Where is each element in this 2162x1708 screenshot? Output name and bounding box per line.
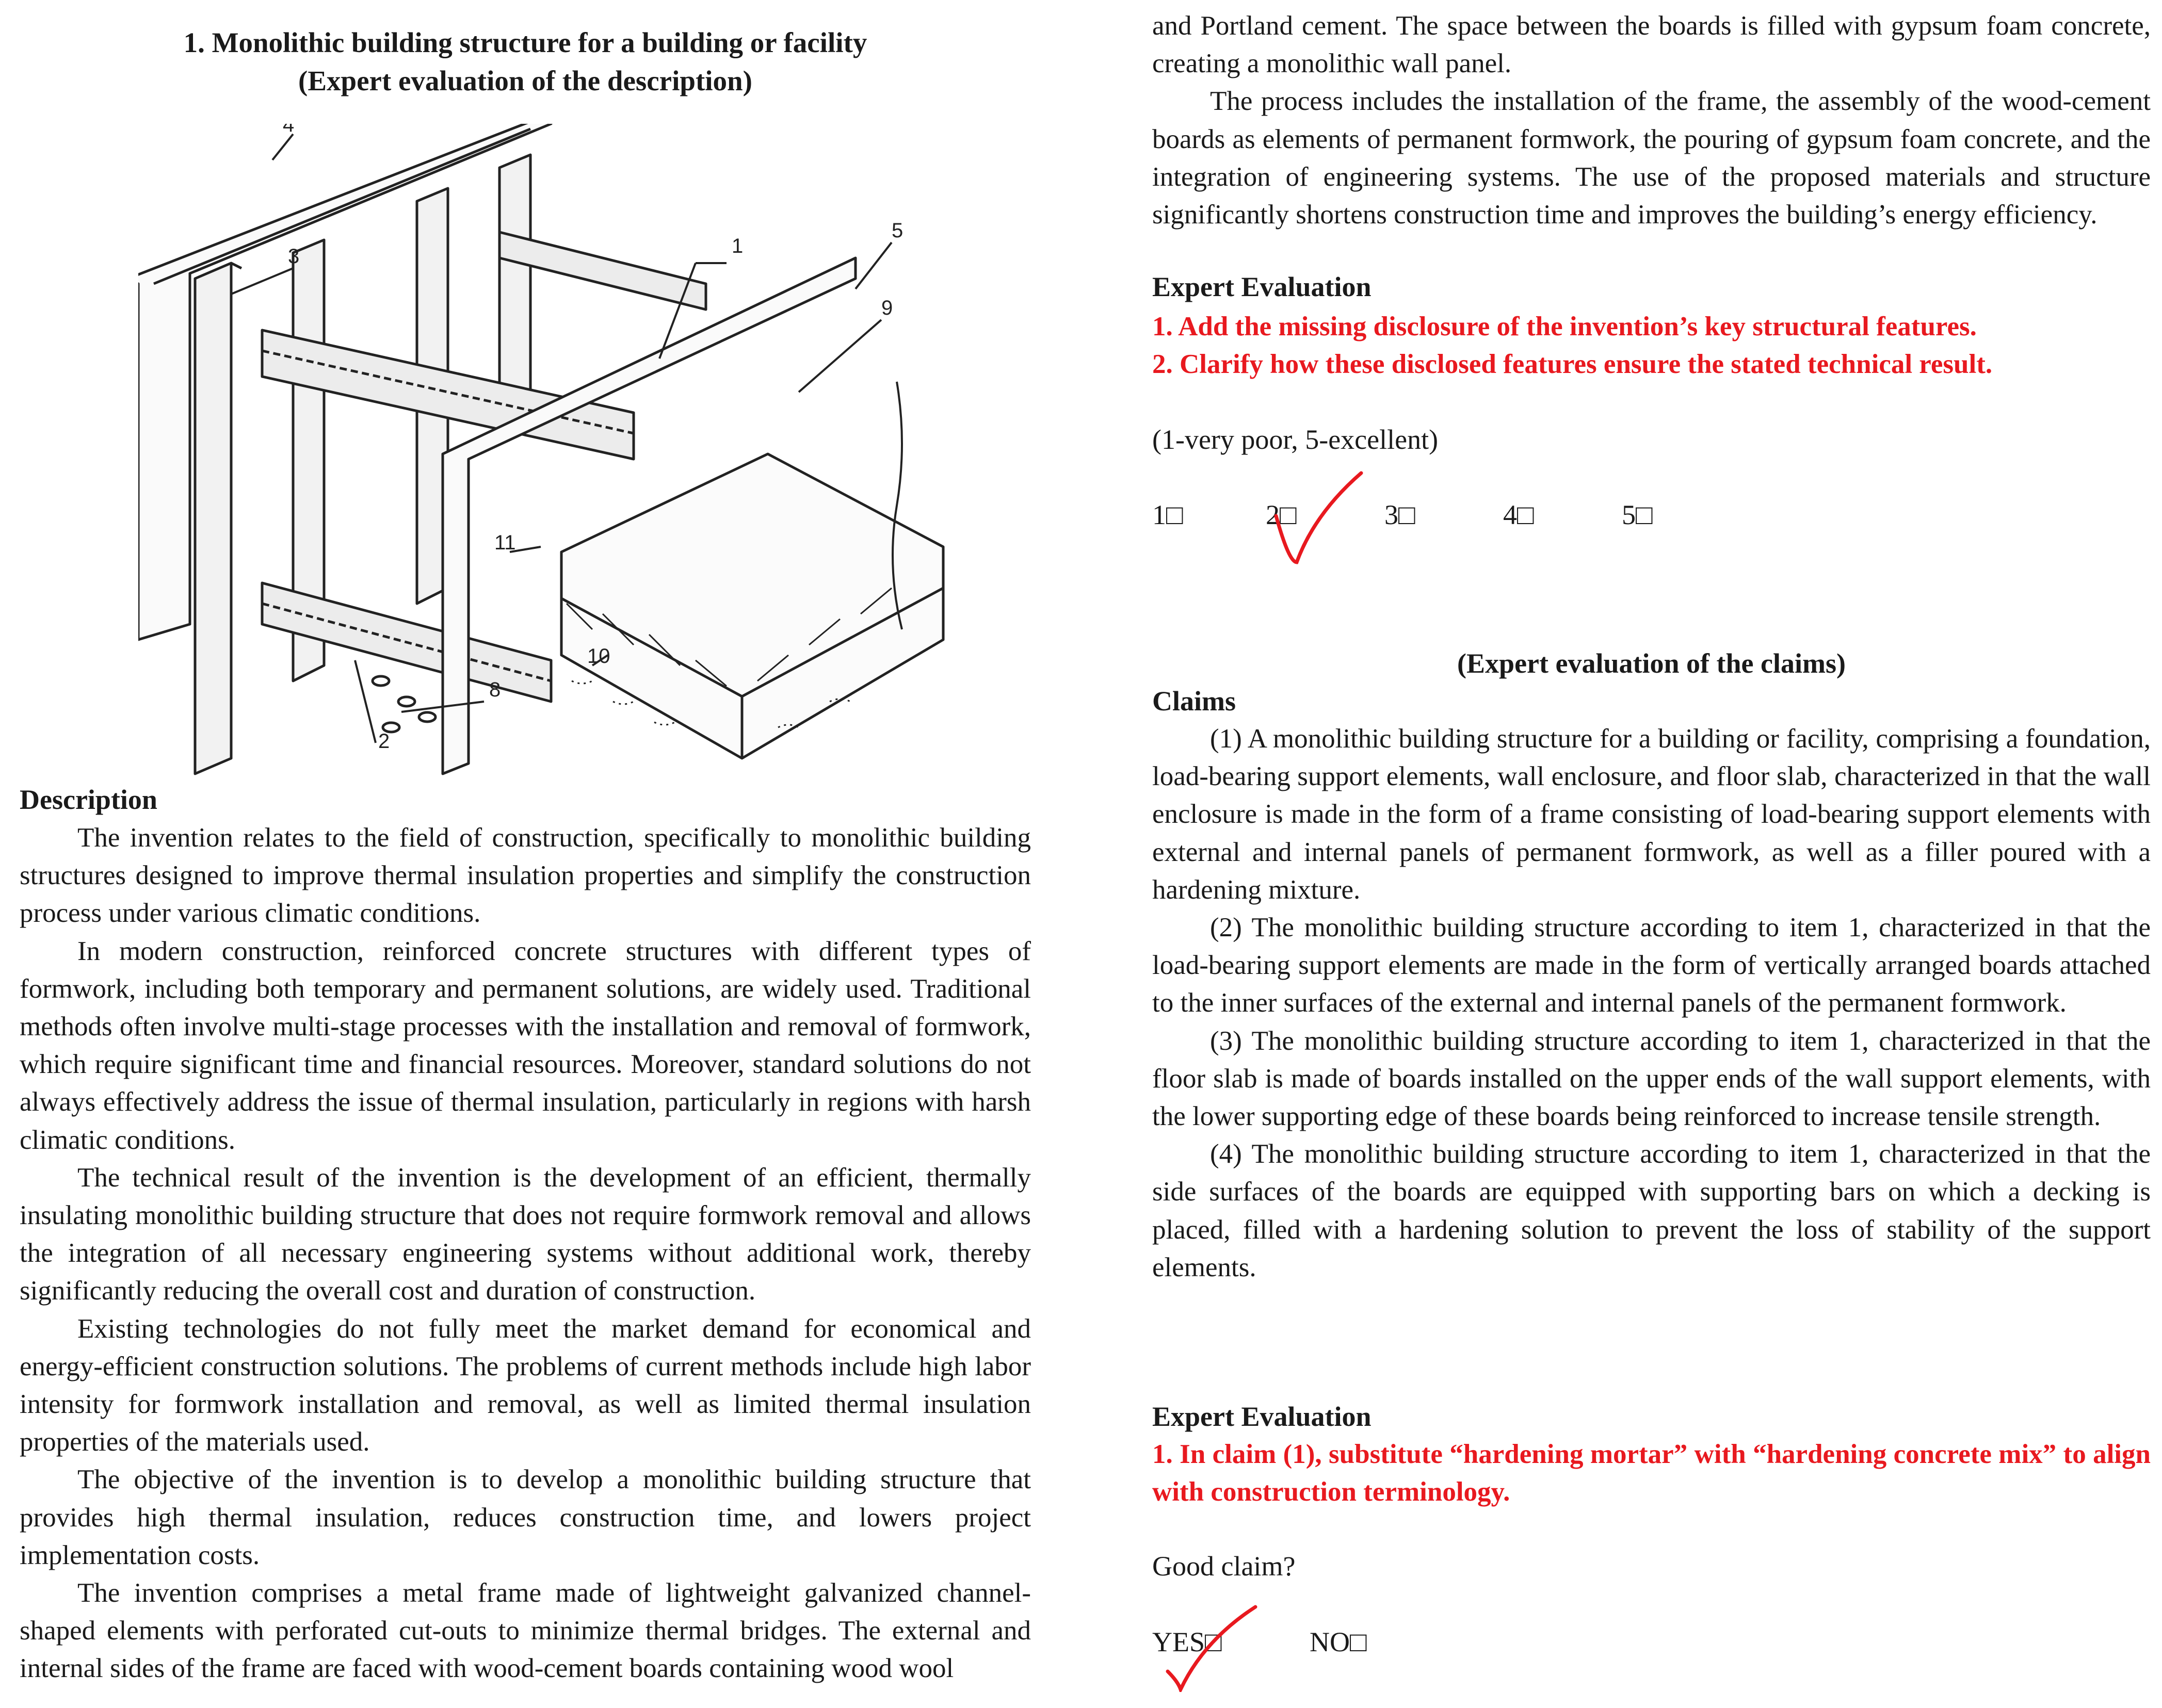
description-paragraph: The objective of the invention is to develop a monolithic building structure that provides high thermal insulation, reduces construction time, and lowers project implementation costs. (20, 1465, 1031, 1570)
good-claim-question: Good claim? (1152, 1551, 1296, 1582)
structure-drawing (138, 124, 964, 779)
score-checkmark-icon (1268, 467, 1366, 570)
evaluation-item: 1. Add the missing disclosure of the invention’s key structural features. (1152, 312, 1977, 341)
section-subtitle: (Expert evaluation of the description) (298, 65, 752, 96)
label-9: 9 (881, 297, 893, 319)
continuation-block (1152, 7, 2151, 234)
back-wall-edge (154, 129, 530, 284)
score-option-5[interactable]: 5□ (1622, 499, 1653, 530)
expert-evaluation-heading-2: Expert Evaluation (1152, 1401, 1372, 1432)
claim-item: (1) A monolithic building structure for a building or facility, comprising a foundation, load-bearing support elements, wall enclosure, and floor slab, characterized in that the wall enclosure is made in the form of a frame consisting of load-bearing support elements with external and internal panels of permanent formwork, as well as a filler poured with a hardening mixture. (1152, 724, 2151, 905)
claims-list (1152, 720, 2151, 1287)
claims-heading: Claims (1152, 686, 1236, 717)
label-1: 1 (732, 235, 744, 257)
label-4: 4 (283, 124, 295, 136)
label-11: 11 (494, 531, 516, 554)
description-heading: Description (20, 784, 157, 815)
description-body (20, 819, 1031, 1688)
continuation-paragraph: and Portland cement. The space between the boards is filled with gypsum foam concrete, creating a monolithic wall panel. (1152, 11, 2151, 79)
description-paragraph: The invention comprises a metal frame made of lightweight galvanized channel-shaped elements with perforated cut-outs to minimize thermal bridges. The external and internal sides of the frame are faced with wood-cement boards containing wood wool (20, 1578, 1031, 1684)
stud-1 (195, 263, 231, 774)
yes-option[interactable]: YES□ (1152, 1626, 1222, 1657)
label-3: 3 (288, 245, 300, 268)
process-paragraph: The process includes the installation of the frame, the assembly of the wood-cement boards as elements of permanent formwork, the pouring of gypsum foam concrete, and the integration of engineering systems. The use of the proposed materials and structure significantly shortens construction time and improves the building’s energy efficiency. (1152, 86, 2151, 230)
yes-checkmark-icon (1157, 1599, 1261, 1692)
score-option-4[interactable]: 4□ (1503, 499, 1534, 530)
description-paragraph: The technical result of the invention is the development of an efficient, thermally insulating monolithic building structure that does not require formwork removal and allows the integration of all necessary engineering systems without additional work, thereby significantly reducing the overall cost and duration of construction. (20, 1162, 1031, 1306)
floor-slab (561, 454, 943, 758)
score-option-1[interactable]: 1□ (1152, 499, 1183, 530)
claim-item: (4) The monolithic building structure according to item 1, characterized in that the side surfaces of the boards are equipped with supporting bars on which a decking is placed, filled with a hardening solution to prevent the loss of stability of the support elements. (1152, 1139, 2151, 1282)
label-10: 10 (587, 645, 610, 668)
score-option-2[interactable]: 2□ (1266, 499, 1297, 530)
claims-evaluation-title: (Expert evaluation of the claims) (1457, 648, 1846, 679)
score-option-3[interactable]: 3□ (1384, 499, 1415, 530)
label-5: 5 (892, 219, 903, 242)
label-2: 2 (378, 730, 390, 753)
expert-evaluation-heading: Expert Evaluation (1152, 271, 1372, 302)
description-evaluation-items (1152, 308, 2151, 383)
description-paragraph: In modern construction, reinforced concrete structures with different types of formwork, including both temporary and permanent solutions, are widely used. Traditional methods often involve multi-stage processes with the installation and removal of formwork, which require significant time and financial resources. Moreover, standard solutions do not always effectively address the issue of thermal insulation, particularly in regions with harsh climatic conditions. (20, 936, 1031, 1155)
no-option[interactable]: NO□ (1310, 1626, 1367, 1657)
evaluation-item: 2. Clarify how these disclosed features ensure the stated technical result. (1152, 349, 1993, 379)
scale-legend: (1-very poor, 5-excellent) (1152, 424, 1439, 455)
description-paragraph: Existing technologies do not fully meet the market demand for economical and energy-efficient construction solutions. The problems of current methods include high labor intensity for formwork installation and removal, as well as limited thermal insulation properties of the materials used. (20, 1313, 1031, 1457)
evaluation-item: 1. In claim (1), substitute “hardening mortar” with “hardening concrete mix” to align with construction terminology. (1152, 1439, 2151, 1507)
structure-figure (138, 124, 964, 779)
description-paragraph: The invention relates to the field of construction, specifically to monolithic building structures designed to improve thermal insulation properties and simplify the construction process under various climatic conditions. (20, 823, 1031, 929)
label-8: 8 (489, 678, 501, 701)
claim-item: (3) The monolithic building structure according to item 1, characterized in that the floor slab is made of boards installed on the upper ends of the wall support elements, with the lower supporting edge of these boards being reinforced to increase tensile strength. (1152, 1026, 2151, 1132)
claims-evaluation-items (1152, 1436, 2151, 1511)
claim-item: (2) The monolithic building structure according to item 1, characterized in that the load-bearing support elements are made in the form of vertically arranged boards attached to the inner surfaces of the external and internal panels of the permanent formwork. (1152, 913, 2151, 1018)
section-title: 1. Monolithic building structure for a building or facility (183, 27, 867, 58)
